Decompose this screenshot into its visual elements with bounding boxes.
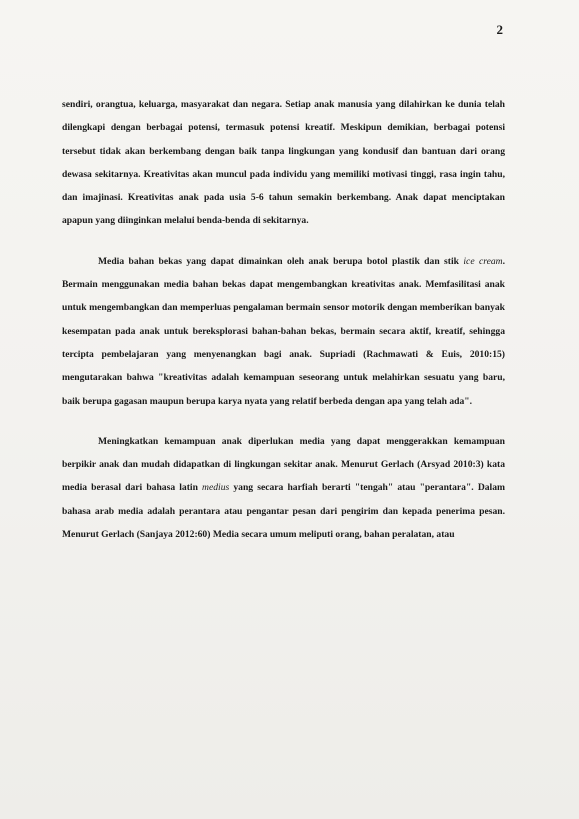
paragraph-3-italic-term: medius [202, 482, 230, 494]
paragraph-2-text-b: . Bermain menggunakan media bahan bekas dapat mengembangkan kreativitas anak. Memfasilitasi anak untuk mengembangkan dan memperluas pengalaman bermain sensor motorik dengan memberikan banyak kesempatan pada anak untuk bereksplorasi bahan-bahan bekas, bermain secara aktif, kreatif, sehingga tercipta pembelajaran yang menyenangkan bagi anak. Supriadi (Rachmawati & Euis, 2010:15) mengutarakan bahwa "kreativitas adalah kemampuan seseorang untuk melahirkan sesuatu yang baru, baik berupa gagasan maupun berupa karya nyata yang relatif berbeda dengan apa yang telah ada". [62, 255, 505, 407]
paragraph-gap [62, 413, 505, 430]
paragraph-gap [62, 233, 505, 250]
paragraph-2-italic-term: ice cream [463, 255, 503, 267]
body-text [62, 93, 505, 546]
paragraph-3 [62, 430, 505, 546]
paragraph-3-text-a: Meningkatkan kemampuan anak diperlukan media yang dapat menggerakkan kemampuan berpikir anak dan mudah didapatkan di lingkungan sekitar anak. Menurut Gerlach (Arsyad 2010:3) kata media berasal dari bahasa latin [62, 435, 505, 494]
paragraph-2 [62, 250, 505, 413]
paragraph-3-text-b: yang secara harfiah berarti "tengah" atau "perantara". Dalam bahasa arab media adalah perantara atau pengantar pesan dari pengirim dan kepada penerima pesan. Menurut Gerlach (Sanjaya 2012:60) Media secara umum meliputi orang, bahan peralatan, atau [62, 482, 505, 541]
paragraph-2-text-a: Media bahan bekas yang dapat dimainkan oleh anak berupa botol plastik dan stik [98, 255, 464, 267]
page-number: 2 [496, 22, 503, 37]
paragraph-1-text: sendiri, orangtua, keluarga, masyarakat dan negara. Setiap anak manusia yang dilahirkan ke dunia telah dilengkapi dengan berbagai potensi, termasuk potensi kreatif. Meskipun demikian, berbagai potensi tersebut tidak akan berkembang dengan baik tanpa lingkungan yang kondusif dan bantuan dari orang dewasa sekitarnya. Kreativitas akan muncul pada individu yang memiliki motivasi tinggi, rasa ingin tahu, dan imajinasi. Kreativitas anak pada usia 5-6 tahun semakin berkembang. Anak dapat menciptakan apapun yang diinginkan melalui benda-benda di sekitarnya. [62, 99, 505, 227]
paragraph-1 [62, 93, 505, 233]
